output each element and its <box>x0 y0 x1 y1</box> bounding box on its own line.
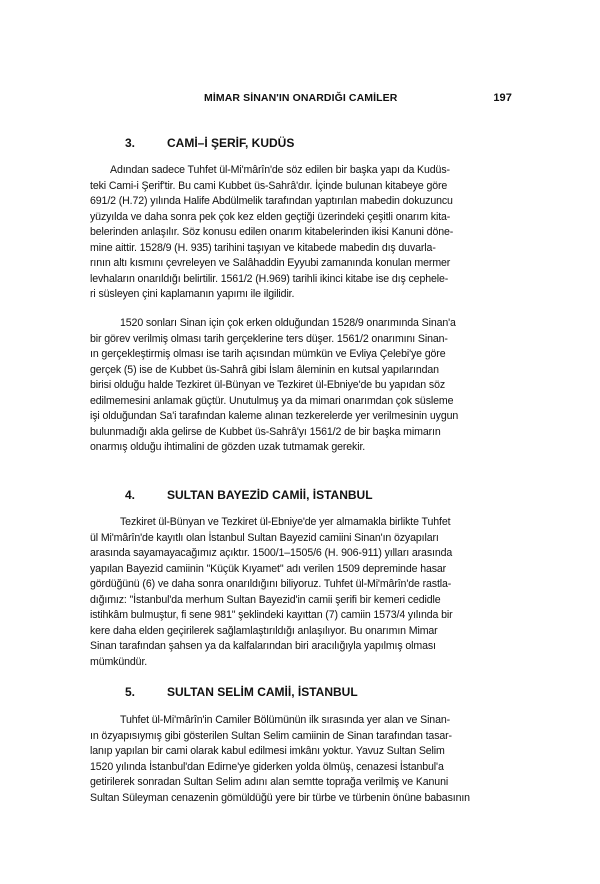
section-title: SULTAN SELİM CAMİİ, İSTANBUL <box>167 685 358 699</box>
text-line: 691/2 (H.72) yılında Halife Abdülmelik tarafından yaptırılan mabedin dokuzuncu <box>90 195 453 207</box>
text-line: getirilerek sonradan Sultan Selim adını alan semtte toprağa verilmiş ve Kanuni <box>90 776 449 788</box>
text-line: ri süsleyen çini kaplamanın yapımı ile ilgilidir. <box>90 288 295 300</box>
section-title: SULTAN BAYEZİD CAMİİ, İSTANBUL <box>167 488 373 502</box>
paragraph <box>90 713 510 806</box>
text-line: gerçek (5) ise de Kubbet üs-Sahrâ gibi İslam âleminin en kutsal yapılarından <box>90 363 439 376</box>
section-number: 3. <box>125 136 136 150</box>
paragraph <box>90 515 510 670</box>
text-line: işi olduğundan Sa'i tarafından kaleme alınan tezkerelerde yer verilmesinin uygun <box>90 410 459 422</box>
paragraph <box>90 163 510 303</box>
text-line: edilmemesini anlamak güçtür. Unutulmuş ya da mimari onarımdan çok süsleme <box>90 394 454 407</box>
text-line: birisi olduğu halde Tezkiret ül-Bünyan ve Tezkiret ül-Ebniye'de bu yapıdan söz <box>90 379 446 391</box>
text-line: 1520 sonları Sinan için çok erken olduğundan 1528/9 onarımında Sinan'a <box>120 317 456 329</box>
text-line: levhaların onarıldığı belirtilir. 1561/2 (H.969) tarihli ikinci kitabe ise dış cephele- <box>90 272 449 285</box>
text-line: kere daha elden geçirilerek sağlamlaştırıldığı anlaşılıyor. Bu onarımın Mimar <box>90 624 438 637</box>
section-title: CAMİ–İ ŞERİF, KUDÜS <box>167 136 295 150</box>
text-line: arasında sayamayacağımız açıktır. 1500/1–1505/6 (H. 906-911) yılları arasında <box>90 547 453 559</box>
section-heading-5 <box>125 685 358 699</box>
text-line: mümkündür. <box>90 655 148 668</box>
text-line: yapılan Bayezid camiinin "Küçük Kıyamet" adı verilen 1509 depreminde hasar <box>90 562 447 575</box>
section-number: 4. <box>125 488 136 502</box>
text-line: mine aittir. 1528/9 (H. 935) tarihini taşıyan ve kitabede mabedin dış duvarla- <box>90 241 436 254</box>
section-number: 5. <box>125 685 136 699</box>
text-line: rının altı kısmını çevreleyen ve Salâhaddin Eyyubi zamanında konulan mermer <box>90 257 451 269</box>
text-line: bir görev verilmiş olması tarih gerçeklerine ters düşer. 1561/2 onarımını Sinan- <box>90 332 448 345</box>
text-line: onarmış olduğu ihtimalini de gözden uzak tutmamak gerekir. <box>90 441 366 453</box>
text-line: gördüğünü (6) ve daha sonra onarıldığını biliyoruz. Tuhfet ül-Mi'mârîn'de rastla- <box>90 578 452 590</box>
text-line: Sinan tarafından şahsen ya da kalfalarından biri aracılığıyla yapılmış olması <box>90 640 436 652</box>
text-line: 1520 yılında İstanbul'dan Edirne'ye giderken yolda ölmüş, cenazesi İstanbul'a <box>90 760 444 773</box>
text-line: teki Cami-i Şerif'tir. Bu cami Kubbet üs-Sahrâ'dır. İçinde bulunan kitabeye göre <box>90 179 448 192</box>
text-line: yüzyılda ve daha sonra pek çok kez elden geçtiği üzerindeki çeşitli onarım kita- <box>90 210 451 223</box>
text-line: ül Mi'mârîn'de kayıtlı olan İstanbul Sultan Bayezid camiini Sinan'ın özyapıları <box>90 531 439 544</box>
running-title: MİMAR SİNAN'IN ONARDIĞI CAMİLER <box>204 92 398 104</box>
text-line: Tuhfet ül-Mi'mârîn'in Camiler Bölümünün ilk sırasında yer alan ve Sinan- <box>120 714 451 726</box>
text-line: bulunmadığı akla gelirse de Kubbet üs-Sahrâ'yı 1561/2 de bir başka mimarın <box>90 425 441 438</box>
text-line: Tezkiret ül-Bünyan ve Tezkiret ül-Ebniye'de yer almamakla birlikte Tuhfet <box>120 516 451 528</box>
text-line: lanıp yapılan bir cami olarak kabul edilmesi imkânı yoktur. Yavuz Sultan Selim <box>90 745 445 757</box>
text-line: dığımız: "İstanbul'da merhum Sultan Bayezid'in camii şerifi bir kemeri cedidle <box>90 593 441 606</box>
text-line: belerinden anlaşılır. Söz konusu edilen onarım kitabelerinden ikisi Kanuni döne- <box>90 226 454 238</box>
page-number: 197 <box>493 92 512 104</box>
section-heading-4 <box>125 488 373 502</box>
text-line: ın gerçekleştirmiş olması ise tarih açısından mümkün ve Evliya Çelebi'ye göre <box>90 348 446 360</box>
text-line: ın özyapısıymış gibi gösterilen Sultan Selim camiinin de Sinan tarafından tasar- <box>90 729 452 742</box>
paragraph <box>90 316 510 456</box>
text-line: istihkâm bulmuştur, fi sene 981" şeklindeki kayıttan (7) camiin 1573/4 yılında bir <box>90 609 453 621</box>
section-heading-3 <box>125 136 294 150</box>
running-head <box>110 92 512 108</box>
text-line: Adından sadece Tuhfet ül-Mi'mârîn'de söz edilen bir başka yapı da Kudüs- <box>110 164 450 176</box>
text-line: Sultan Süleyman cenazenin gömüldüğü yere bir türbe ve türbenin önüne babasının <box>90 791 470 804</box>
